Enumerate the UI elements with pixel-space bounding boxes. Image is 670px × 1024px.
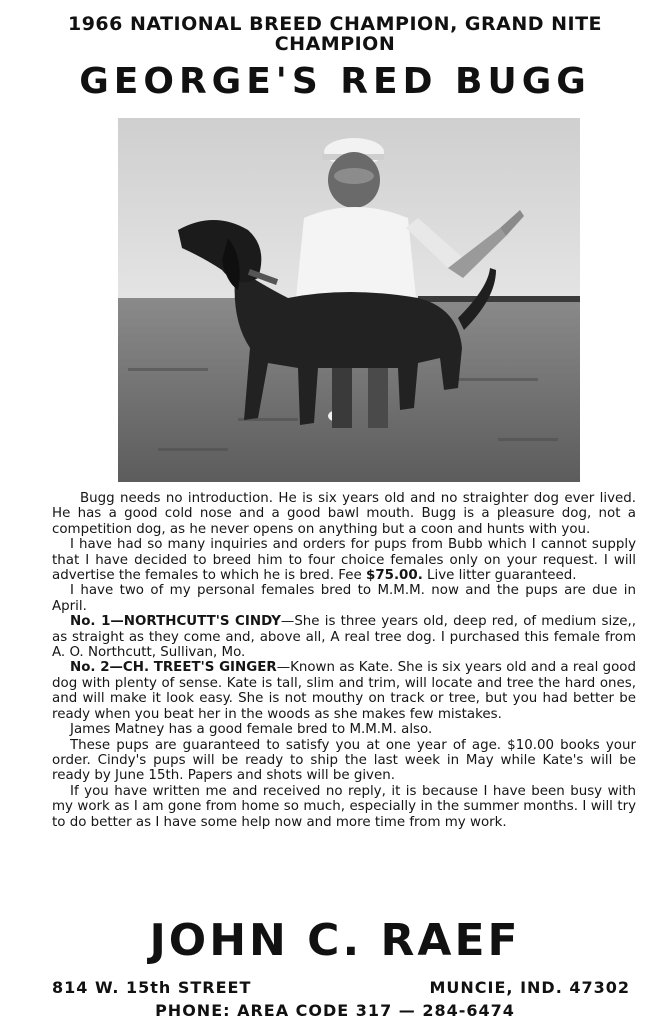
female-1-label: No. 1—NORTHCUTT'S CINDY — [70, 614, 281, 630]
owner-name: JOHN C. RAEF — [149, 915, 521, 966]
paragraph-personal-females: I have two of my personal females bred to M.M.M. now and the pups are due in April. — [52, 583, 636, 614]
paragraph-apology: If you have written me and received no reply, it is because I have been busy with my work as I am gone from home so much, especially in the summer months. I will try to do better as I have some help now and more time from my work. — [52, 783, 636, 830]
city-address: MUNCIE, IND. 47302 — [429, 978, 630, 997]
paragraph-female-2 — [52, 660, 636, 722]
breeding-guarantee: Live litter guaranteed. — [422, 568, 577, 584]
paragraph-intro: Bugg needs no introduction. He is six years old and no straighter dog ever lived. He has a good cold nose and a good bawl mouth. Bugg is a pleasure dog, not a competition dog, as he never opens on anything but a coon and hunts with you. — [52, 491, 636, 537]
champion-kicker-line2: CHAMPION — [274, 33, 396, 55]
paragraph-breeding-offer — [52, 537, 636, 583]
champion-kicker-line1: 1966 NATIONAL BREED CHAMPION, GRAND NITE — [67, 13, 603, 35]
fence-line — [418, 296, 580, 302]
ad-body-copy — [52, 491, 636, 830]
paragraph-female-1 — [52, 614, 636, 660]
dog-name-headline: GEORGE'S RED BUGG — [79, 61, 591, 102]
female-2-description: —Known as Kate. She is six years old and a real good dog with plenty of sense. Kate is tall, slim and trim, will locate and tree the hard ones, and will make it look easy. She is not mouthy on track or tree, but you had better be ready when you beat her in the woods as she makes few mistakes. — [52, 660, 636, 722]
photo-man-with-dog — [118, 118, 580, 482]
photo-illustration — [118, 118, 580, 482]
paragraph-matney: James Matney has a good female bred to M.M.M. also. — [70, 722, 433, 738]
paragraph-guarantee: These pups are guaranteed to satisfy you at one year of age. $10.00 books your order. Cindy's pups will be ready to ship the last week in May while Kate's will be ready by June 15th. Papers and shots will be given. — [52, 737, 636, 784]
female-2-label: No. 2—CH. TREET'S GINGER — [70, 660, 277, 676]
phone-number: PHONE: AREA CODE 317 — 284-6474 — [155, 1001, 515, 1020]
stud-fee: $75.00. — [366, 568, 423, 584]
female-1-description: —She is three years old, deep red, of medium size,, as straight as they come and, above all, A real tree dog. I purchased this female from A. O. Northcutt, Sullivan, Mo. — [52, 614, 636, 661]
breeding-offer-text: I have had so many inquiries and orders for pups from Bubb which I cannot supply that I have decided to breed him to four choice females only on your request. I will advertise the females to which he is bred. Fee — [52, 537, 636, 584]
street-address: 814 W. 15th STREET — [52, 978, 252, 997]
